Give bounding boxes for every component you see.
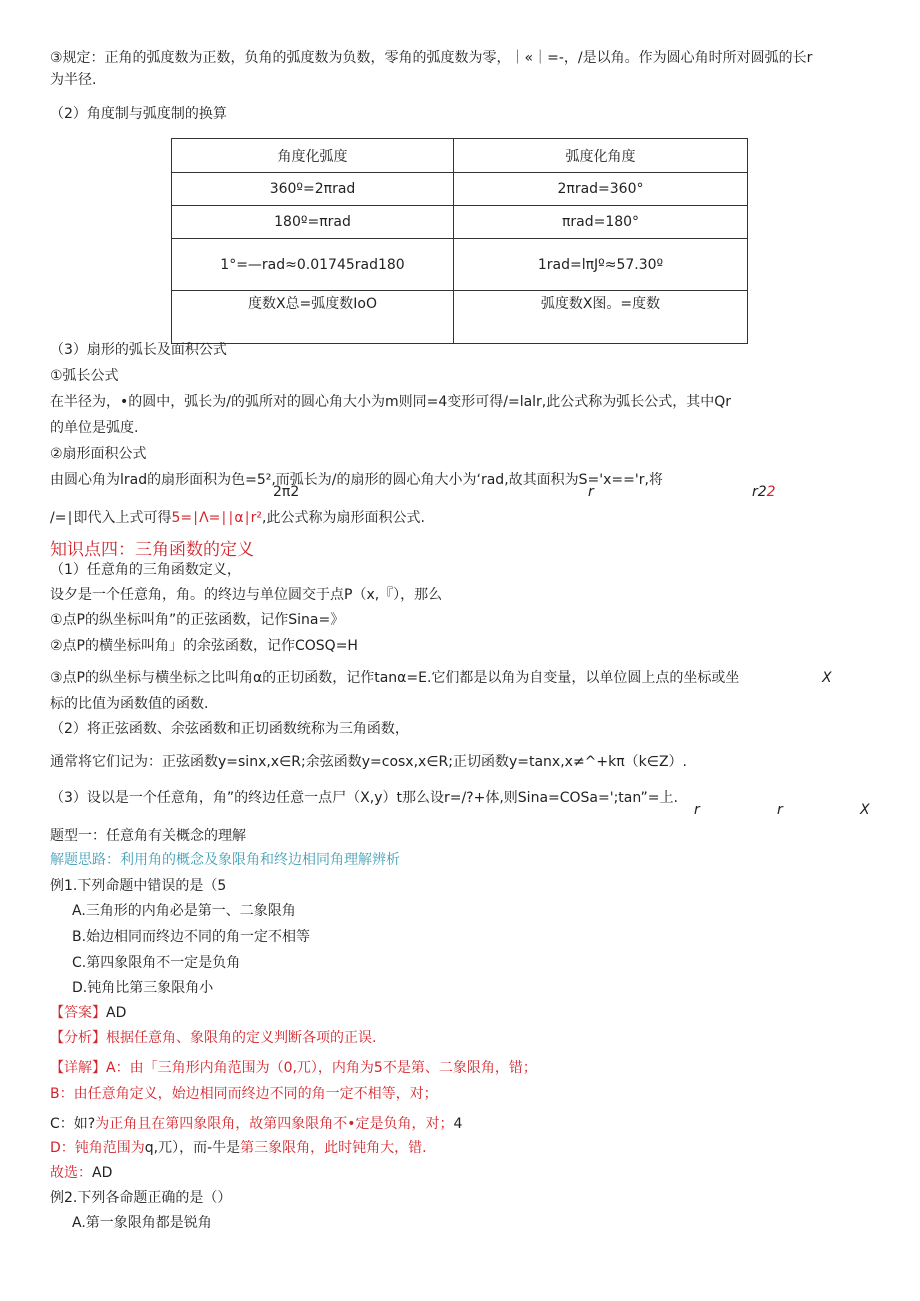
table-header-cell: 角度化弧度: [172, 139, 454, 173]
conversion-table: [171, 138, 748, 344]
type1-idea: 解题思路：利用角的概念及象限角和终边相同角理解辨析: [50, 852, 400, 868]
conclusion-value: AD: [92, 1165, 113, 1181]
area-subscript-r22: r22: [752, 484, 776, 500]
example-1-option-b: B.始边相同而终边不同的角一定不相等: [72, 929, 311, 945]
answer-tag: 【答案】: [50, 1005, 106, 1021]
table-row: [172, 206, 748, 239]
example-1-option-c: C.第四象限角不一定是负角: [72, 955, 241, 971]
analysis-tag: 【分析】: [50, 1030, 106, 1046]
sector-heading: （3）扇形的弧长及面积公式: [50, 342, 227, 358]
table-cell: πrad=180°: [454, 206, 748, 239]
detail-c-red: 为正角且在第四象限角，故第四象限角不•定是负角，对；: [95, 1116, 454, 1132]
general-sub-r2: r: [777, 802, 783, 818]
table-cell: 度数X总=弧度数IoO: [172, 291, 454, 344]
kp4-title: 知识点四：三角函数的定义: [50, 540, 254, 560]
area-formula-title: ②扇形面积公式: [50, 446, 147, 462]
detail-a: A：由「三角形内角范围为（0,兀），内角为5不是第、二象限角，错；: [106, 1060, 537, 1076]
sector-area-formula: 5=∣Λ=∣∣α∣r²: [171, 510, 262, 526]
tan-def-2: 标的比值为函数值的函数.: [50, 696, 209, 712]
general-point: （3）设以是一个任意角，角”的终边任意一点尸（X,y）t那么设r=/?+体,则Sina=COSa=';tan”=上.: [50, 790, 678, 806]
table-cell: 360º=2πrad: [172, 173, 454, 206]
detail-line-a: [50, 1058, 537, 1078]
analysis-text: 根据任意角、象限角的定义判断各项的正误.: [106, 1030, 377, 1046]
arc-formula-title: ①弧长公式: [50, 368, 119, 384]
rule-line-1: ③规定：正角的弧度数为正数，负角的弧度数为负数，零角的弧度数为零，｜«｜=-，/是以角。作为圆心角时所对圆弧的长r: [50, 50, 813, 66]
detail-d-pre: D：钝角范围为: [50, 1140, 145, 1156]
table-header-row: [172, 139, 748, 173]
table-row: [172, 173, 748, 206]
trig-def-heading: （1）任意角的三角函数定义，: [50, 562, 241, 578]
trig-names-heading: （2）将正弦函数、余弦函数和正切函数统称为三角函数，: [50, 721, 409, 737]
cos-def: ②点P的横坐标叫角」的余弦函数，记作COSQ=H: [50, 638, 358, 654]
conclusion-line: [50, 1163, 112, 1183]
table-header-cell: 弧度化角度: [454, 139, 748, 173]
trig-def-intro: 设夕是一个任意角，角。的终边与单位圆交于点P（x,『），那么: [50, 587, 443, 603]
area-text-2-suffix: ,此公式称为扇形面积公式.: [262, 510, 425, 526]
arc-text-2: 的单位是弧度.: [50, 420, 139, 436]
rule-line-2: 为半径.: [50, 72, 97, 88]
table-cell: 2πrad=360°: [454, 173, 748, 206]
detail-c-pre: C：如?: [50, 1116, 96, 1132]
tan-def-x: X: [822, 670, 832, 686]
sine-def: ①点P的纵坐标叫角”的正弦函数，记作Sina=》: [50, 612, 345, 628]
detail-d-mid: q,兀），而-牛是: [144, 1140, 241, 1156]
arc-text-1: 在半径为，•的圆中，弧长为/的弧所对的圆心角大小为m则同=4变形可得/=lalr,此公式称为弧长公式，其中Qr: [50, 394, 732, 410]
area-text-2-prefix: /=∣即代入上式可得: [50, 510, 172, 526]
detail-d-red: 第三象限角，此时钝角大，错.: [240, 1140, 427, 1156]
type1-title: 题型一：任意角有关概念的理解: [50, 828, 246, 844]
answer-value: AD: [106, 1005, 127, 1021]
table-cell: 1rad=lπJº≈57.30º: [454, 239, 748, 291]
example-1-option-a: A.三角形的内角必是第一、二象限角: [72, 903, 296, 919]
general-sub-x: X: [860, 802, 870, 818]
detail-c-post: 4: [453, 1116, 463, 1132]
table-cell: 弧度数X图。=度数: [454, 291, 748, 344]
detail-line-d: [50, 1138, 427, 1158]
example-2-option-a: A.第一象限角都是锐角: [72, 1215, 212, 1231]
area-text-2: [50, 508, 425, 528]
conversion-heading: （2）角度制与弧度制的换算: [50, 106, 227, 122]
area-subscript-2pi2: 2π2: [273, 484, 300, 500]
detail-b: B：由任意角定义，始边相同而终边不同的角一定不相等，对；: [50, 1086, 438, 1102]
table-row: [172, 239, 748, 291]
example-1-stem: 例1.下列命题中错误的是（5: [50, 878, 227, 894]
table-cell: 180º=πrad: [172, 206, 454, 239]
detail-tag: 【详解】: [50, 1060, 106, 1076]
general-sub-r1: r: [694, 802, 700, 818]
tan-def-1: ③点P的纵坐标与横坐标之比叫角α的正切函数，记作tanα=E.它们都是以角为自变量，以单位圆上点的坐标或坐: [50, 670, 740, 686]
example-2-stem: 例2.下列各命题正确的是（）: [50, 1190, 232, 1206]
table-row: [172, 291, 748, 344]
analysis-line: [50, 1028, 376, 1048]
trig-notation: 通常将它们记为：正弦函数y=sinx,x∈R;余弦函数y=cosx,x∈R;正切函数y=tanx,x≠^+kπ（k∈Z）.: [50, 754, 688, 770]
table-cell: 1°=—rad≈0.01745rad180: [172, 239, 454, 291]
answer-line: [50, 1003, 126, 1023]
area-text-1: 由圆心角为lrad的扇形面积为色=5²,而弧长为/的扇形的圆心角大小为‘rad,故其面积为S='x=='r,将: [50, 472, 663, 488]
conclusion-tag: 故选：: [50, 1165, 92, 1181]
detail-line-c: [50, 1114, 462, 1134]
example-1-option-d: D.钝角比第三象限角小: [72, 980, 214, 996]
area-subscript-r: r: [588, 484, 594, 500]
